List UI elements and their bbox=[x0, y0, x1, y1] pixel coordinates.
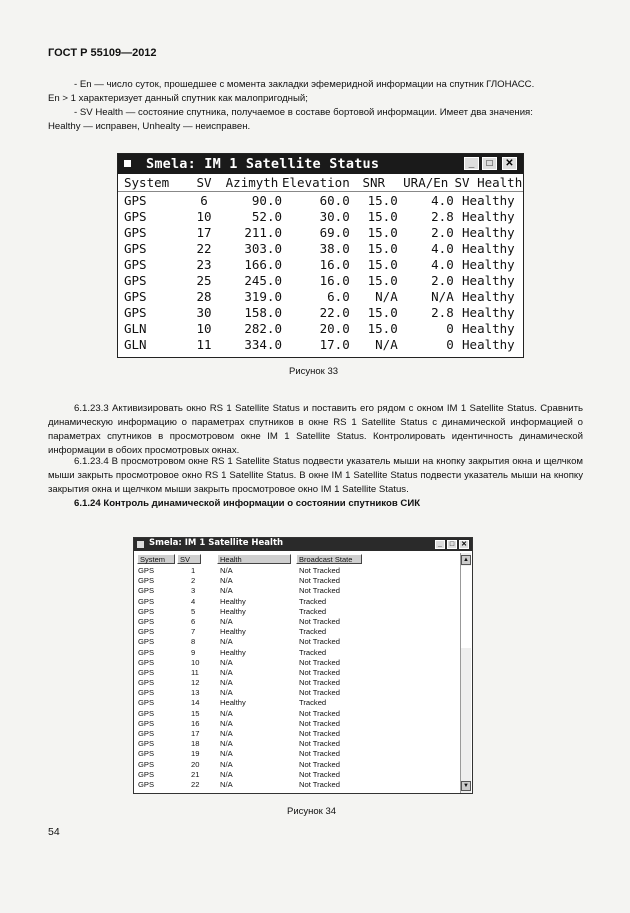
cell-system: GPS bbox=[124, 240, 147, 256]
list-item[interactable] bbox=[135, 617, 461, 627]
cell-health: N/A bbox=[220, 718, 233, 728]
cell-sv: 21 bbox=[191, 769, 200, 779]
cell-sv: 10 bbox=[196, 320, 212, 336]
cell-system: GPS bbox=[138, 627, 155, 637]
cell-health: N/A bbox=[220, 586, 233, 596]
cell-azimuth: 319.0 bbox=[244, 288, 282, 304]
maximize-button[interactable]: □ bbox=[482, 157, 497, 170]
minimize-button[interactable]: _ bbox=[464, 157, 479, 170]
cell-snr: N/A bbox=[375, 336, 398, 352]
scroll-down-arrow-icon[interactable]: ▼ bbox=[461, 781, 471, 791]
cell-health: N/A bbox=[220, 688, 233, 698]
column-header-system: System bbox=[118, 174, 186, 192]
figure-caption-34: Рисунок 34 bbox=[287, 806, 337, 817]
paragraph-6-1-23-4: 6.1.23.4 В просмотровом окне RS 1 Satellite Status подвести указатель мыши на кнопку закрытия окна и щелчком мыши закрыть просмотровое окно RS 1 Satellite Status. В окне IM 1 Satellite Status подвести указатель мыши на кнопку закрытия окна и щелчком мыши закрыть просмотровое окно IM 1 Satellite Status. bbox=[48, 456, 583, 495]
list-item[interactable] bbox=[135, 627, 461, 637]
cell-broadcast-state: Not Tracked bbox=[299, 637, 340, 647]
cell-sv-health: Healthy bbox=[462, 320, 515, 336]
cell-sv: 10 bbox=[191, 657, 200, 667]
cell-sv-health: Healthy bbox=[462, 272, 515, 288]
column-header-sv[interactable]: SV bbox=[177, 554, 201, 564]
window-titlebar[interactable] bbox=[118, 154, 523, 174]
vertical-scrollbar[interactable] bbox=[460, 553, 471, 793]
column-header-ura-en: URA/En bbox=[398, 174, 454, 192]
cell-health: N/A bbox=[220, 759, 233, 769]
cell-ura-en: 0 bbox=[446, 336, 454, 352]
cell-snr: 15.0 bbox=[367, 304, 398, 320]
cell-broadcast-state: Not Tracked bbox=[299, 616, 340, 626]
cell-sv-health: Healthy bbox=[462, 240, 515, 256]
cell-elevation: 60.0 bbox=[319, 192, 350, 208]
cell-sv: 3 bbox=[191, 586, 196, 596]
cell-system: GPS bbox=[138, 698, 155, 708]
cell-broadcast-state: Not Tracked bbox=[299, 576, 340, 586]
cell-system: GPS bbox=[138, 749, 155, 759]
window-title: Smela: IM 1 Satellite Status bbox=[146, 156, 380, 172]
cell-ura-en: 2.0 bbox=[431, 224, 454, 240]
cell-azimuth: 282.0 bbox=[244, 320, 282, 336]
table-row[interactable] bbox=[118, 256, 523, 272]
cell-snr: 15.0 bbox=[367, 320, 398, 336]
list-item[interactable] bbox=[135, 648, 461, 658]
list-item[interactable] bbox=[135, 658, 461, 668]
satellite-health-list bbox=[135, 566, 461, 790]
paragraph-sv-health-def bbox=[48, 106, 583, 120]
cell-sv: 15 bbox=[191, 708, 200, 718]
cell-snr: 15.0 bbox=[367, 272, 398, 288]
satellite-status-table bbox=[118, 174, 523, 352]
cell-system: GLN bbox=[124, 320, 147, 336]
table-row[interactable] bbox=[118, 192, 523, 209]
system-menu-icon[interactable] bbox=[137, 541, 144, 548]
list-item[interactable] bbox=[135, 566, 461, 576]
cell-azimuth: 245.0 bbox=[244, 272, 282, 288]
cell-sv: 7 bbox=[191, 627, 196, 637]
cell-elevation: 30.0 bbox=[319, 208, 350, 224]
cell-sv: 30 bbox=[196, 304, 212, 320]
list-item[interactable] bbox=[135, 688, 461, 698]
para-line: - En — число суток, прошедшее с момента закладки эфемеридной информации на спутник ГЛОНАСС. bbox=[74, 79, 535, 90]
maximize-button[interactable]: □ bbox=[447, 540, 457, 549]
cell-broadcast-state: Not Tracked bbox=[299, 729, 340, 738]
cell-sv: 1 bbox=[191, 566, 196, 575]
table-header-row bbox=[118, 174, 523, 192]
cell-sv: 23 bbox=[196, 256, 212, 272]
cell-system: GPS bbox=[138, 759, 155, 769]
cell-health: Healthy bbox=[220, 627, 246, 637]
cell-sv-health: Healthy bbox=[462, 256, 515, 272]
cell-sv: 2 bbox=[191, 576, 196, 586]
cell-sv-health: Healthy bbox=[462, 224, 515, 240]
cell-sv: 4 bbox=[191, 596, 196, 606]
figure-caption-33: Рисунок 33 bbox=[289, 366, 339, 377]
cell-elevation: 16.0 bbox=[319, 272, 350, 288]
cell-elevation: 17.0 bbox=[319, 336, 350, 352]
list-item[interactable] bbox=[135, 678, 461, 688]
table-row[interactable] bbox=[118, 304, 523, 320]
table-row[interactable] bbox=[118, 320, 523, 336]
cell-system: GPS bbox=[138, 718, 155, 728]
cell-system: GPS bbox=[138, 739, 155, 749]
close-button[interactable]: ✕ bbox=[459, 540, 469, 549]
cell-sv: 28 bbox=[196, 288, 212, 304]
cell-ura-en: 2.0 bbox=[431, 272, 454, 288]
column-header-snr: SNR bbox=[350, 174, 398, 192]
list-item[interactable] bbox=[135, 729, 461, 739]
minimize-button[interactable]: _ bbox=[435, 540, 445, 549]
cell-sv: 17 bbox=[191, 729, 200, 738]
cell-health: N/A bbox=[220, 657, 233, 667]
column-header-elevation: Elevation bbox=[282, 175, 350, 190]
cell-sv: 5 bbox=[191, 606, 196, 616]
cell-system: GPS bbox=[124, 192, 147, 208]
list-item[interactable] bbox=[135, 760, 461, 770]
list-item[interactable] bbox=[135, 698, 461, 708]
cell-sv: 6 bbox=[200, 192, 208, 208]
cell-broadcast-state: Not Tracked bbox=[299, 678, 340, 688]
cell-system: GPS bbox=[124, 208, 147, 224]
cell-health: Healthy bbox=[220, 606, 246, 616]
cell-system: GPS bbox=[124, 256, 147, 272]
cell-sv-health: Healthy bbox=[462, 336, 515, 352]
cell-elevation: 20.0 bbox=[319, 320, 350, 336]
page-number: 54 bbox=[48, 826, 60, 838]
list-item[interactable] bbox=[135, 749, 461, 759]
cell-snr: 15.0 bbox=[367, 208, 398, 224]
column-header-health[interactable]: Health bbox=[217, 554, 291, 564]
cell-elevation: 69.0 bbox=[319, 224, 350, 240]
paragraph-en-def-cont bbox=[48, 92, 583, 106]
cell-azimuth: 166.0 bbox=[244, 256, 282, 272]
cell-system: GPS bbox=[138, 566, 155, 575]
cell-azimuth: 303.0 bbox=[244, 240, 282, 256]
cell-azimuth: 334.0 bbox=[244, 336, 282, 352]
table-row[interactable] bbox=[118, 240, 523, 256]
cell-elevation: 6.0 bbox=[327, 288, 350, 304]
column-header-azimuth: Azimyth bbox=[222, 174, 282, 192]
cell-snr: 15.0 bbox=[367, 240, 398, 256]
para-line: En > 1 характеризует данный спутник как малопригодный; bbox=[48, 93, 308, 104]
cell-sv: 22 bbox=[196, 240, 212, 256]
cell-ura-en: N/A bbox=[431, 288, 454, 304]
cell-system: GPS bbox=[138, 576, 155, 586]
cell-system: GPS bbox=[138, 688, 155, 698]
cell-sv: 20 bbox=[191, 759, 200, 769]
cell-health: N/A bbox=[220, 678, 233, 688]
satellite-status-window bbox=[117, 153, 524, 358]
cell-broadcast-state: Tracked bbox=[299, 647, 327, 657]
cell-broadcast-state: Not Tracked bbox=[299, 718, 340, 728]
cell-elevation: 16.0 bbox=[319, 256, 350, 272]
cell-broadcast-state: Not Tracked bbox=[299, 667, 340, 677]
cell-azimuth: 158.0 bbox=[244, 304, 282, 320]
cell-sv: 22 bbox=[191, 779, 200, 789]
cell-ura-en: 4.0 bbox=[431, 256, 454, 272]
cell-ura-en: 4.0 bbox=[431, 240, 454, 256]
cell-health: Healthy bbox=[220, 698, 246, 708]
cell-snr: 15.0 bbox=[367, 224, 398, 240]
cell-system: GLN bbox=[124, 336, 147, 352]
cell-sv-health: Healthy bbox=[462, 208, 515, 224]
close-button[interactable]: ✕ bbox=[502, 157, 517, 170]
list-item[interactable] bbox=[135, 739, 461, 749]
cell-sv: 16 bbox=[191, 718, 200, 728]
table-row[interactable] bbox=[118, 272, 523, 288]
paragraph-en-def bbox=[48, 78, 583, 92]
window-title: Smela: IM 1 Satellite Health bbox=[149, 538, 284, 548]
cell-sv: 9 bbox=[191, 647, 196, 657]
cell-broadcast-state: Not Tracked bbox=[299, 739, 340, 749]
list-item[interactable] bbox=[135, 780, 461, 790]
column-header-row bbox=[135, 553, 461, 565]
cell-broadcast-state: Not Tracked bbox=[299, 586, 340, 596]
column-header-system[interactable]: System bbox=[137, 554, 175, 564]
para-line: Healthy — исправен, Unhealty — неисправен. bbox=[48, 121, 251, 132]
cell-ura-en: 2.8 bbox=[431, 304, 454, 320]
list-item[interactable] bbox=[135, 668, 461, 678]
list-item[interactable] bbox=[135, 576, 461, 586]
cell-azimuth: 211.0 bbox=[244, 224, 282, 240]
cell-health: N/A bbox=[220, 667, 233, 677]
cell-sv: 13 bbox=[191, 688, 200, 698]
cell-system: GPS bbox=[138, 637, 155, 647]
cell-health: N/A bbox=[220, 576, 233, 586]
table-row[interactable] bbox=[118, 288, 523, 304]
cell-system: GPS bbox=[138, 616, 155, 626]
cell-health: N/A bbox=[220, 566, 233, 575]
cell-system: GPS bbox=[138, 769, 155, 779]
cell-health: N/A bbox=[220, 749, 233, 759]
cell-health: N/A bbox=[220, 739, 233, 749]
cell-broadcast-state: Not Tracked bbox=[299, 657, 340, 667]
column-header-sv-health: SV Health bbox=[454, 175, 523, 190]
cell-elevation: 22.0 bbox=[319, 304, 350, 320]
cell-broadcast-state: Not Tracked bbox=[299, 566, 340, 575]
cell-system: GPS bbox=[138, 596, 155, 606]
table-row[interactable] bbox=[118, 208, 523, 224]
column-header-broadcast-state[interactable]: Broadcast State bbox=[296, 554, 362, 564]
paragraph-sv-health-cont bbox=[48, 120, 583, 134]
cell-sv: 25 bbox=[196, 272, 212, 288]
table-row[interactable] bbox=[118, 336, 523, 352]
satellite-health-window bbox=[133, 537, 473, 794]
cell-ura-en: 0 bbox=[446, 320, 454, 336]
list-item[interactable] bbox=[135, 586, 461, 596]
cell-broadcast-state: Not Tracked bbox=[299, 769, 340, 779]
cell-system: GPS bbox=[138, 657, 155, 667]
list-item[interactable] bbox=[135, 709, 461, 719]
cell-sv: 8 bbox=[191, 637, 196, 647]
cell-system: GPS bbox=[138, 729, 155, 738]
cell-broadcast-state: Not Tracked bbox=[299, 708, 340, 718]
para-line: - SV Health — состояние спутника, получаемое в составе бортовой информации. Имеет два значения: bbox=[74, 107, 533, 118]
standard-header: ГОСТ Р 55109—2012 bbox=[48, 47, 157, 59]
cell-health: Healthy bbox=[220, 596, 246, 606]
cell-health: N/A bbox=[220, 708, 233, 718]
list-item[interactable] bbox=[135, 607, 461, 617]
window-titlebar[interactable] bbox=[134, 538, 472, 551]
cell-health: N/A bbox=[220, 637, 233, 647]
cell-system: GPS bbox=[138, 779, 155, 789]
cell-system: GPS bbox=[124, 272, 147, 288]
cell-snr: 15.0 bbox=[367, 256, 398, 272]
cell-sv: 11 bbox=[191, 667, 199, 677]
cell-health: N/A bbox=[220, 769, 233, 779]
scrollbar-thumb[interactable] bbox=[461, 566, 471, 648]
cell-snr: N/A bbox=[375, 288, 398, 304]
cell-azimuth: 52.0 bbox=[251, 208, 282, 224]
cell-system: GPS bbox=[138, 586, 155, 596]
cell-broadcast-state: Not Tracked bbox=[299, 779, 340, 789]
cell-system: GPS bbox=[124, 224, 147, 240]
list-item[interactable] bbox=[135, 719, 461, 729]
cell-system: GPS bbox=[138, 606, 155, 616]
system-menu-icon[interactable] bbox=[124, 160, 131, 167]
cell-sv: 19 bbox=[191, 749, 200, 759]
scroll-up-arrow-icon[interactable]: ▲ bbox=[461, 555, 471, 565]
cell-sv: 17 bbox=[196, 224, 212, 240]
cell-sv: 18 bbox=[191, 739, 200, 749]
list-item[interactable] bbox=[135, 770, 461, 780]
cell-sv: 11 bbox=[196, 336, 212, 352]
cell-azimuth: 90.0 bbox=[251, 192, 282, 208]
cell-broadcast-state: Tracked bbox=[299, 606, 327, 616]
cell-ura-en: 4.0 bbox=[431, 192, 454, 208]
cell-elevation: 38.0 bbox=[319, 240, 350, 256]
column-header-sv: SV bbox=[186, 174, 222, 192]
cell-system: GPS bbox=[138, 647, 155, 657]
paragraph-6-1-23-3: 6.1.23.3 Активизировать окно RS 1 Satellite Status и поставить его рядом с окном IM 1 Satellite Status. Сравнить динамическую информацию о параметрах спутников в окне RS 1 Satellite Status с динамической информацией о параметрах спутников в просмотровом окне IM 1 Satellite Status. Контролировать идентичность динамической информации в обоих просмотровых окнах. bbox=[48, 403, 583, 456]
cell-sv-health: Healthy bbox=[462, 288, 515, 304]
cell-broadcast-state: Not Tracked bbox=[299, 749, 340, 759]
cell-sv: 12 bbox=[191, 678, 200, 688]
cell-broadcast-state: Tracked bbox=[299, 627, 327, 637]
list-item[interactable] bbox=[135, 597, 461, 607]
cell-system: GPS bbox=[124, 304, 147, 320]
cell-health: N/A bbox=[220, 729, 233, 738]
cell-system: GPS bbox=[138, 678, 155, 688]
cell-ura-en: 2.8 bbox=[431, 208, 454, 224]
cell-broadcast-state: Not Tracked bbox=[299, 759, 340, 769]
cell-broadcast-state: Not Tracked bbox=[299, 688, 340, 698]
cell-health: Healthy bbox=[220, 647, 246, 657]
cell-snr: 15.0 bbox=[367, 192, 398, 208]
cell-sv-health: Healthy bbox=[462, 192, 515, 208]
section-heading-6-1-24: 6.1.24 Контроль динамической информации о состоянии спутников СИК bbox=[74, 498, 421, 509]
cell-broadcast-state: Tracked bbox=[299, 596, 327, 606]
cell-health: N/A bbox=[220, 779, 233, 789]
cell-sv: 6 bbox=[191, 616, 196, 626]
cell-sv: 10 bbox=[196, 208, 212, 224]
table-row[interactable] bbox=[118, 224, 523, 240]
cell-system: GPS bbox=[138, 667, 155, 677]
cell-broadcast-state: Tracked bbox=[299, 698, 327, 708]
cell-system: GPS bbox=[124, 288, 147, 304]
cell-system: GPS bbox=[138, 708, 155, 718]
cell-sv-health: Healthy bbox=[462, 304, 515, 320]
cell-health: N/A bbox=[220, 616, 233, 626]
cell-sv: 14 bbox=[191, 698, 200, 708]
list-item[interactable] bbox=[135, 637, 461, 647]
